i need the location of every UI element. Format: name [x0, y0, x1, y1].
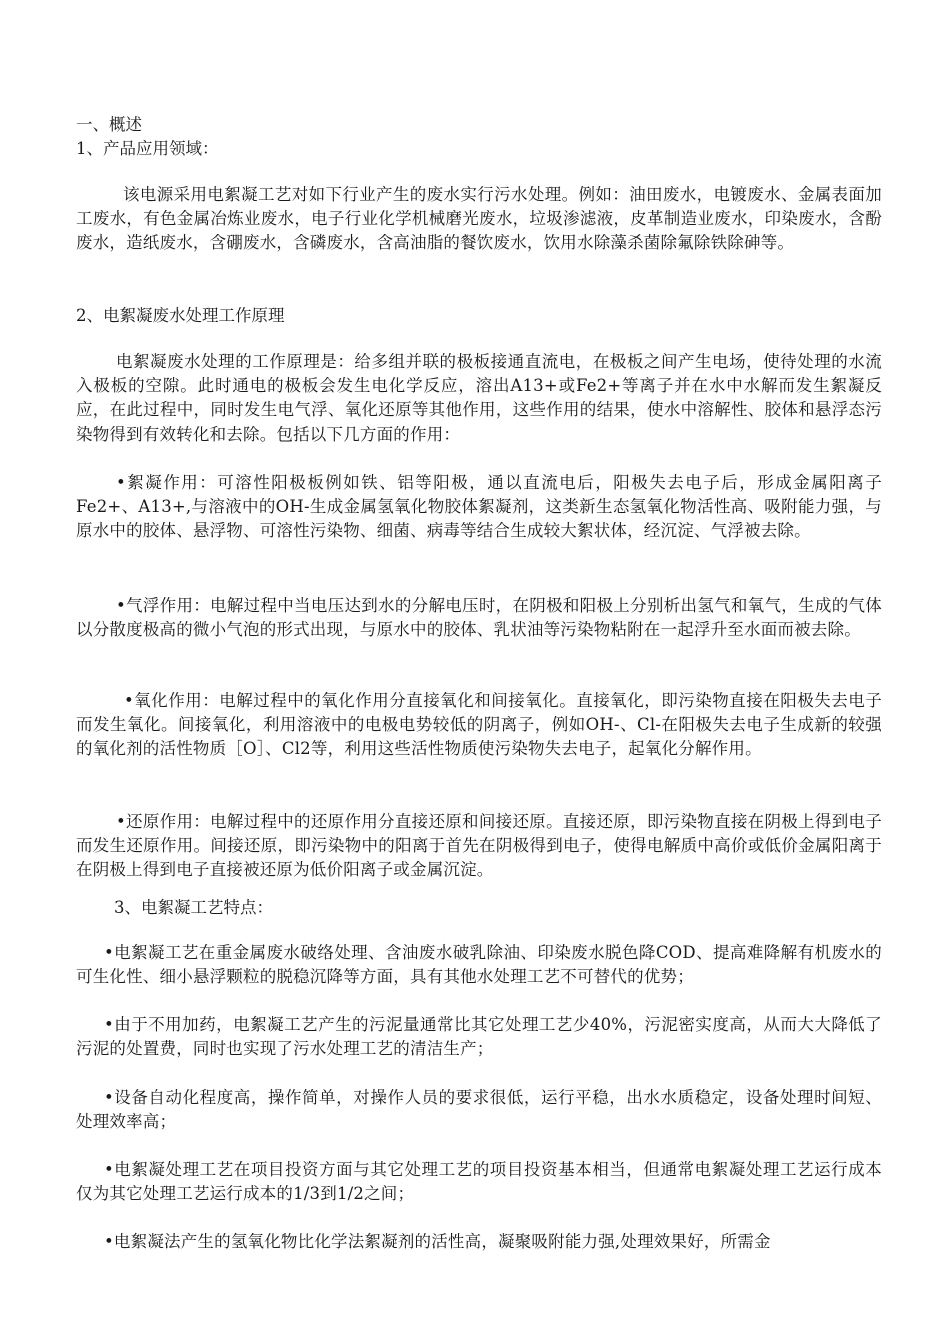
subsection-title-applications: 1、产品应用领域：: [76, 139, 219, 158]
paragraph-feature-automation: •设备自动化程度高，操作简单，对操作人员的要求很低，运行平稳，出水水质稳定，设备处理时间短、处理效率高；: [76, 1088, 882, 1132]
subsection-title-features: 3、电絮凝工艺特点：: [114, 898, 273, 917]
subsection-title-principle: 2、电絮凝废水处理工作原理: [76, 306, 285, 325]
paragraph-feature-advantage: •电絮凝工艺在重金属废水破络处理、含油废水破乳除油、印染废水脱色降COD、提高难降解有机废水的可生化性、细小悬浮颗粒的脱稳沉降等方面，具有其他水处理工艺不可替代的优势；: [76, 943, 882, 987]
paragraph-feature-sludge: •由于不用加药，电絮凝工艺产生的污泥量通常比其它处理工艺少40%，污泥密实度高，从而大大降低了污泥的处置费，同时也实现了污水处理工艺的清洁生产；: [76, 1015, 882, 1059]
paragraph-feature-cost: •电絮凝处理工艺在项目投资方面与其它处理工艺的项目投资基本相当，但通常电絮凝处理工艺运行成本仅为其它处理工艺运行成本的1/3到1/2之间；: [76, 1160, 882, 1204]
paragraph-applications: 该电源采用电絮凝工艺对如下行业产生的废水实行污水处理。例如：油田废水，电镀废水、金属表面加工废水，有色金属冶炼业废水，电子行业化学机械磨光废水，垃圾渗滤液，皮革制造业废水，印染废水，含酚废水，造纸废水，含硼废水，含磷废水，含高油脂的餐饮废水，饮用水除藻杀菌除氟除铁除砷等。: [76, 185, 882, 253]
section-heading: 一、概述: [76, 115, 142, 134]
paragraph-principle: 电絮凝废水处理的工作原理是：给多组并联的极板接通直流电，在极板之间产生电场，使待处理的水流入极板的空隙。此时通电的极板会发生电化学反应，溶出A13+或Fe2+等离子并在水中水解而发生絮凝反应，在此过程中，同时发生电气浮、氧化还原等其他作用，这些作用的结果，使水中溶解性、胶体和悬浮态污染物得到有效转化和去除。包括以下几方面的作用：: [76, 352, 882, 444]
paragraph-feature-hydroxide: •电絮凝法产生的氢氧化物比化学法絮凝剂的活性高，凝聚吸附能力强,处理效果好，所需金: [104, 1232, 771, 1251]
paragraph-reduction: •还原作用：电解过程中的还原作用分直接还原和间接还原。直接还原，即污染物直接在阴极上得到电子而发生还原作用。间接还原，即污染物中的阳离于首先在阴极得到电子，使得电解质中高价或低价金属阳离于在阴极上得到电子直接被还原为低价阳离子或金属沉淀。: [76, 812, 882, 880]
paragraph-flocculation: •絮凝作用：可溶性阳极板例如铁、铝等阳极，通以直流电后，阳极失去电子后，形成金属阳离子Fe2+、A13+,与溶液中的OH-生成金属氢氧化物胶体絮凝剂，这类新生态氢氧化物活性高、吸附能力强，与原水中的胶体、悬浮物、可溶性污染物、细菌、病毒等结合生成较大絮状体，经沉淀、气浮被去除。: [76, 473, 882, 541]
paragraph-oxidation: •氧化作用：电解过程中的氧化作用分直接氧化和间接氧化。直接氧化，即污染物直接在阳极失去电子而发生氧化。间接氧化，利用溶液中的电极电势较低的阴离子，例如OH-、Cl-在阳极失去电子生成新的较强的氧化剂的活性物质［O］、Cl2等，利用这些活性物质使污染物失去电子，起氧化分解作用。: [76, 691, 882, 759]
paragraph-flotation: •气浮作用：电解过程中当电压达到水的分解电压时，在阴极和阳极上分别析出氢气和氧气，生成的气体以分散度极高的微小气泡的形式出现，与原水中的胶体、乳状油等污染物粘附在一起浮升至水面而被去除。: [76, 596, 882, 640]
